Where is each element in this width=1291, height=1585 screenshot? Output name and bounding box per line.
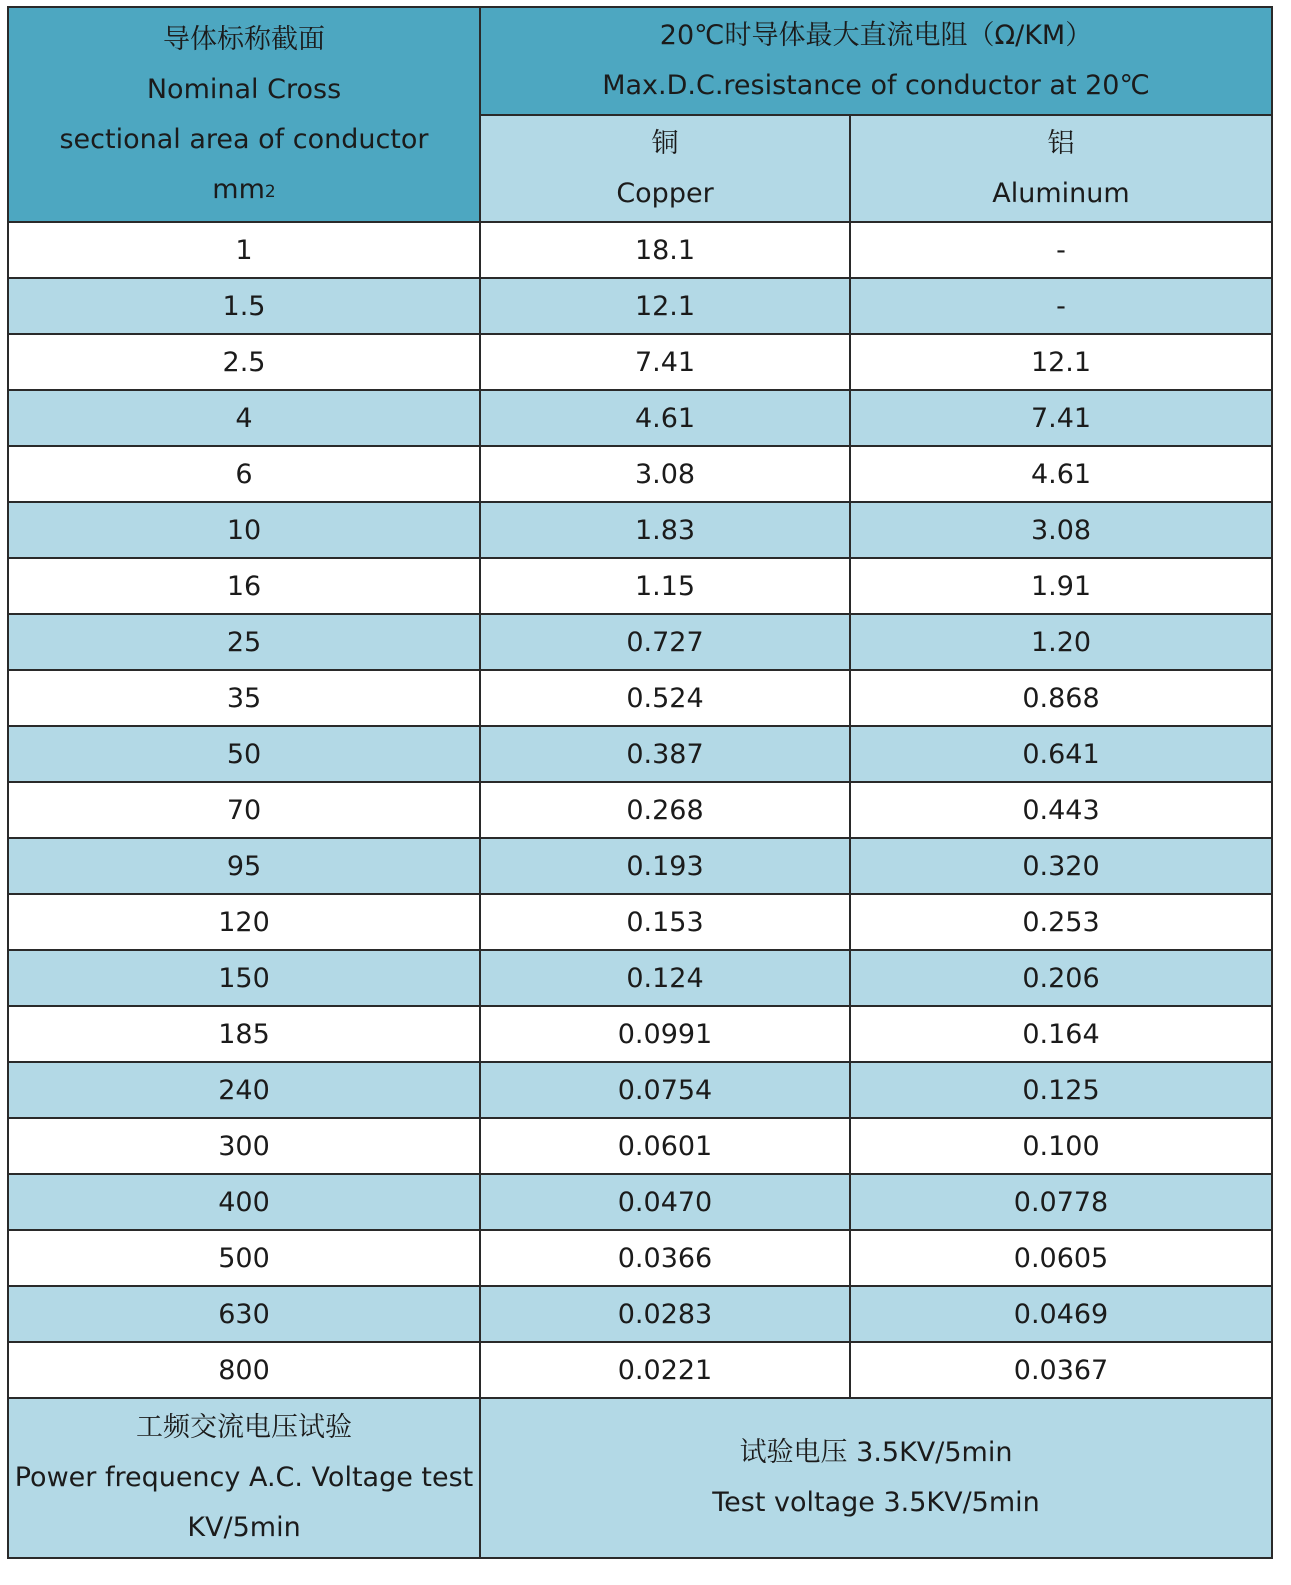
aluminum-cell: 0.206 — [850, 950, 1272, 1006]
copper-cell: 7.41 — [480, 334, 850, 390]
table-row — [8, 446, 1272, 502]
copper-header-cell — [480, 115, 850, 222]
table-row — [8, 558, 1272, 614]
voltage-test-label-en: Power frequency A.C. Voltage test — [14, 1462, 474, 1493]
copper-cell: 0.387 — [480, 726, 850, 782]
table-row — [8, 670, 1272, 726]
area-header-zh: 导体标称截面 — [163, 23, 325, 55]
copper-cell: 0.0754 — [480, 1062, 850, 1118]
copper-cell: 0.727 — [480, 614, 850, 670]
table-row — [8, 894, 1272, 950]
copper-cell: 18.1 — [480, 222, 850, 278]
aluminum-cell: 0.0605 — [850, 1230, 1272, 1286]
area-header-unit-sup: 2 — [264, 181, 276, 202]
area-cell: 400 — [8, 1174, 480, 1230]
copper-cell: 0.153 — [480, 894, 850, 950]
area-cell: 120 — [8, 894, 480, 950]
copper-cell: 0.0283 — [480, 1286, 850, 1342]
area-cell: 185 — [8, 1006, 480, 1062]
aluminum-cell: 1.20 — [850, 614, 1272, 670]
aluminum-cell: 0.125 — [850, 1062, 1272, 1118]
copper-header-zh: 铜 — [651, 127, 679, 159]
aluminum-cell: 3.08 — [850, 502, 1272, 558]
aluminum-header-cell — [850, 115, 1272, 222]
aluminum-cell: - — [850, 222, 1272, 278]
area-cell: 2.5 — [8, 334, 480, 390]
copper-cell: 0.0221 — [480, 1342, 850, 1398]
aluminum-cell: 0.0367 — [850, 1342, 1272, 1398]
copper-cell: 0.0991 — [480, 1006, 850, 1062]
copper-cell: 1.15 — [480, 558, 850, 614]
voltage-test-row — [8, 1398, 1272, 1558]
table-row — [8, 1230, 1272, 1286]
area-cell: 1 — [8, 222, 480, 278]
table-row — [8, 1006, 1272, 1062]
table-row — [8, 334, 1272, 390]
copper-cell: 1.83 — [480, 502, 850, 558]
copper-cell: 0.124 — [480, 950, 850, 1006]
area-header-en-line2: sectional area of conductor — [59, 123, 429, 155]
area-header-cell — [8, 7, 480, 222]
aluminum-cell: 0.641 — [850, 726, 1272, 782]
resistance-header-en: Max.D.C.resistance of conductor at 20℃ — [602, 70, 1150, 101]
area-cell: 10 — [8, 502, 480, 558]
aluminum-header-zh: 铝 — [1047, 127, 1075, 159]
table-row — [8, 838, 1272, 894]
copper-cell: 0.0366 — [480, 1230, 850, 1286]
aluminum-cell: 4.61 — [850, 446, 1272, 502]
copper-header-en: Copper — [616, 177, 714, 209]
area-cell: 500 — [8, 1230, 480, 1286]
area-cell: 630 — [8, 1286, 480, 1342]
area-header-unit-line — [9, 165, 479, 215]
aluminum-cell: 0.443 — [850, 782, 1272, 838]
copper-cell: 12.1 — [480, 278, 850, 334]
aluminum-cell: 7.41 — [850, 390, 1272, 446]
area-cell: 1.5 — [8, 278, 480, 334]
area-cell: 35 — [8, 670, 480, 726]
table-row — [8, 278, 1272, 334]
area-cell: 25 — [8, 614, 480, 670]
copper-cell: 0.0601 — [480, 1118, 850, 1174]
voltage-test-value-zh: 试验电压 3.5KV/5min — [739, 1437, 1013, 1468]
table-row — [8, 222, 1272, 278]
area-cell: 70 — [8, 782, 480, 838]
resistance-header-zh: 20℃时导体最大直流电阻（Ω/KM） — [659, 20, 1093, 51]
aluminum-cell: 0.253 — [850, 894, 1272, 950]
table-row — [8, 1062, 1272, 1118]
area-cell: 16 — [8, 558, 480, 614]
resistance-table — [7, 6, 1273, 1559]
aluminum-cell: 0.0469 — [850, 1286, 1272, 1342]
table-row — [8, 782, 1272, 838]
copper-cell: 3.08 — [480, 446, 850, 502]
area-cell: 95 — [8, 838, 480, 894]
area-cell: 150 — [8, 950, 480, 1006]
copper-cell: 0.268 — [480, 782, 850, 838]
table-row — [8, 614, 1272, 670]
table-row — [8, 1286, 1272, 1342]
area-cell: 4 — [8, 390, 480, 446]
area-header-en-line1: Nominal Cross — [146, 73, 342, 105]
copper-cell: 0.524 — [480, 670, 850, 726]
table-row — [8, 726, 1272, 782]
area-cell: 240 — [8, 1062, 480, 1118]
aluminum-cell: - — [850, 278, 1272, 334]
table-row — [8, 1118, 1272, 1174]
aluminum-cell: 0.320 — [850, 838, 1272, 894]
aluminum-cell: 0.100 — [850, 1118, 1272, 1174]
table-row — [8, 950, 1272, 1006]
aluminum-cell: 0.164 — [850, 1006, 1272, 1062]
voltage-test-label-zh: 工频交流电压试验 — [136, 1412, 352, 1443]
area-cell: 300 — [8, 1118, 480, 1174]
table-row — [8, 1342, 1272, 1398]
voltage-test-label-cell — [8, 1398, 480, 1558]
area-cell: 800 — [8, 1342, 480, 1398]
aluminum-header-en: Aluminum — [992, 177, 1130, 209]
copper-cell: 0.193 — [480, 838, 850, 894]
table-row — [8, 1174, 1272, 1230]
aluminum-cell: 1.91 — [850, 558, 1272, 614]
aluminum-cell: 0.0778 — [850, 1174, 1272, 1230]
aluminum-cell: 12.1 — [850, 334, 1272, 390]
voltage-test-value-cell — [480, 1398, 1272, 1558]
voltage-test-value-en: Test voltage 3.5KV/5min — [712, 1487, 1040, 1518]
resistance-header-cell — [480, 7, 1272, 115]
area-cell: 50 — [8, 726, 480, 782]
area-header-unit: mm — [212, 173, 265, 205]
table-row — [8, 390, 1272, 446]
area-cell: 6 — [8, 446, 480, 502]
copper-cell: 4.61 — [480, 390, 850, 446]
table-row — [8, 502, 1272, 558]
voltage-test-label-unit: KV/5min — [187, 1512, 301, 1543]
aluminum-cell: 0.868 — [850, 670, 1272, 726]
copper-cell: 0.0470 — [480, 1174, 850, 1230]
